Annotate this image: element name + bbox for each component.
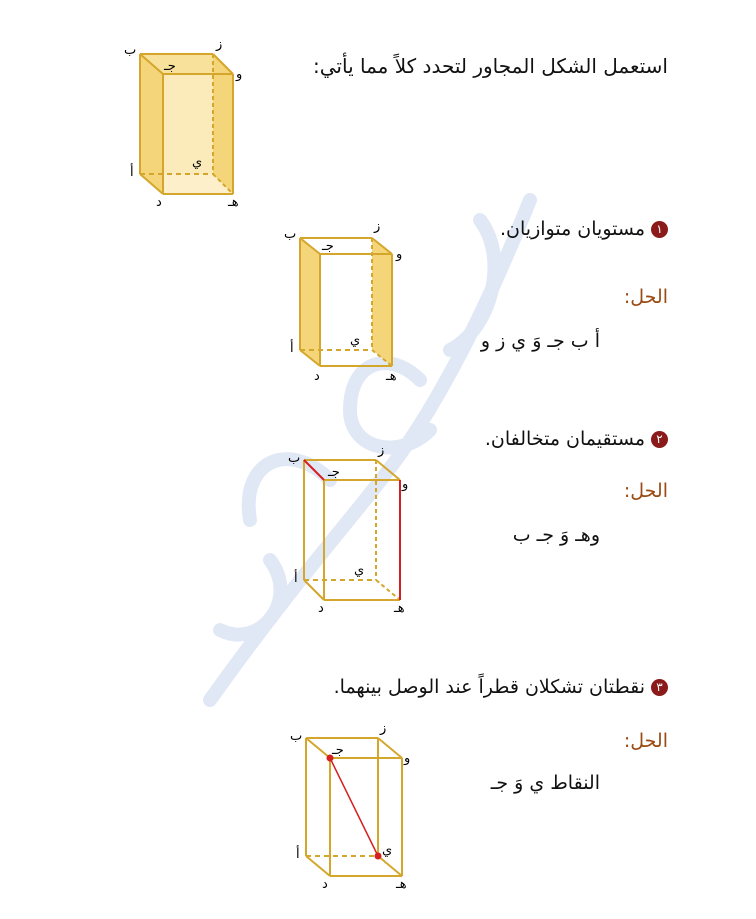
label-y: ي (192, 155, 203, 170)
question-2-text: مستقيمان متخالفان. (484, 428, 645, 450)
answer-2: وهـ وَ جـ ب (512, 524, 600, 546)
label-d: د (314, 369, 320, 384)
instruction-text: استعمل الشكل المجاور لتحدد كلاً مما يأتي: (313, 54, 668, 78)
question-number-3: ٣ (651, 679, 668, 696)
label-z: ز (374, 219, 381, 234)
label-w: و (236, 67, 243, 82)
prism-figure-diagonal (284, 720, 424, 898)
label-y: ي (350, 333, 361, 348)
question-3-text: نقطتان تشكلان قطراً عند الوصل بينهما. (333, 676, 645, 698)
question-3 (334, 676, 668, 698)
label-d: د (318, 601, 324, 616)
point-y (375, 853, 382, 860)
label-z: ز (378, 443, 385, 458)
label-d: د (322, 877, 328, 892)
label-h: هـ (386, 369, 397, 384)
label-h: هـ (228, 195, 239, 210)
solution-label-1: الحل: (623, 286, 668, 308)
label-j: جـ (322, 239, 334, 254)
question-1-text: مستويان متوازيان. (500, 218, 645, 240)
label-j: جـ (328, 465, 340, 480)
question-1 (500, 218, 668, 240)
solution-label-3: الحل: (623, 730, 668, 752)
answer-3: النقاط ي وَ جـ (490, 772, 600, 794)
label-w: و (402, 477, 409, 492)
label-a: أ (130, 165, 134, 180)
solution-label-2: الحل: (623, 480, 668, 502)
label-b: ب (124, 43, 137, 58)
label-w: و (396, 247, 403, 262)
label-b: ب (288, 451, 301, 466)
label-h: هـ (396, 877, 407, 892)
label-z: ز (380, 721, 387, 736)
question-2 (485, 428, 668, 450)
label-a: أ (294, 571, 298, 586)
label-d: د (156, 195, 162, 210)
label-z: ز (216, 37, 223, 52)
label-b: ب (284, 227, 297, 242)
question-number-1: ١ (651, 221, 668, 238)
label-a: أ (296, 847, 300, 862)
label-y: ي (354, 563, 365, 578)
label-j: جـ (164, 59, 176, 74)
label-w: و (404, 751, 411, 766)
label-h: هـ (394, 601, 405, 616)
question-number-2: ٢ (651, 431, 668, 448)
label-a: أ (290, 341, 294, 356)
prism-figure-main (118, 34, 258, 212)
label-b: ب (290, 729, 303, 744)
prism-figure-skew (284, 440, 424, 618)
label-j: جـ (332, 743, 344, 758)
prism-figure-parallel (280, 218, 420, 388)
label-y: ي (382, 843, 393, 858)
answer-1: أ ب جـ وَ ي ز و (480, 330, 600, 352)
